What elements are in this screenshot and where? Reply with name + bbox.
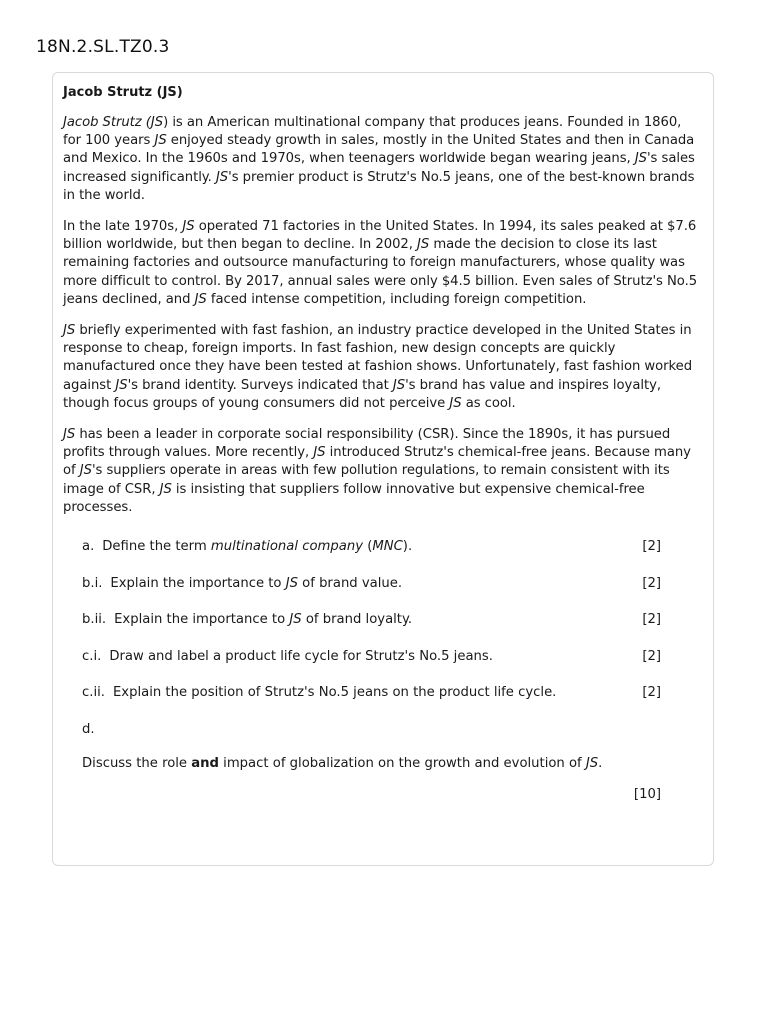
question-label: c.ii.	[82, 685, 105, 701]
question-label: b.ii.	[82, 612, 107, 628]
case-paragraph: In the late 1970s, JS operated 71 factories in the United States. In 1994, its sales peaked at $7.6 billion worldwide, but then began to decline. In 2002, JS made the decision to close its last remaining factories and outsource manufacturing to foreign manufacturers, whose quality was more difficult to control. By 2017, annual sales were only $4.5 billion. Even sales of Strutz's No.5 jeans declined, and JS faced intense competition, including foreign competition.	[63, 219, 698, 307]
case-title: Jacob Strutz (JS)	[63, 85, 183, 100]
question-code: 18N.2.SL.TZ0.3	[36, 37, 170, 57]
question-card	[52, 72, 714, 866]
question-label: c.i.	[82, 648, 102, 664]
question-label: a.	[82, 539, 95, 555]
question-marks: [2]	[642, 575, 661, 591]
question-ci: c.i. Draw and label a product life cycle for Strutz's No.5 jeans. [2]	[82, 648, 661, 664]
question-bi: b.i. Explain the importance to JS of brand value. [2]	[82, 575, 661, 591]
question-d-prompt: Discuss the role and impact of globalization on the growth and evolution of JS.	[82, 756, 603, 772]
case-paragraph: JS briefly experimented with fast fashion, an industry practice developed in the United States in response to cheap, foreign imports. In fast fashion, new design concepts are quickly manufactured once they have been tested at fashion shows. Unfortunately, fast fashion worked against JS's brand identity. Surveys indicated that JS's brand has value and inspires loyalty, though focus groups of young consumers did not perceive JS as cool.	[63, 323, 693, 411]
question-list	[63, 539, 703, 740]
question-d	[63, 722, 703, 740]
question-label: b.i.	[82, 575, 103, 591]
question-marks: [2]	[642, 648, 661, 664]
question-bii: b.ii. Explain the importance to JS of brand loyalty. [2]	[82, 612, 661, 628]
case-paragraph: JS has been a leader in corporate social responsibility (CSR). Since the 1890s, it has pursued profits through values. More recently, JS introduced Strutz's chemical-free jeans. Because many of JS's suppliers operate in areas with few pollution regulations, to remain consistent with its image of CSR, JS is insisting that suppliers follow innovative but expensive chemical-free processes.	[63, 427, 691, 515]
question-a: a. Define the term multinational company (MNC). [2]	[82, 539, 661, 555]
question-cii: c.ii. Explain the position of Strutz's No.5 jeans on the product life cycle. [2]	[82, 685, 661, 701]
question-d-marks: [10]	[633, 787, 661, 803]
question-marks: [2]	[642, 612, 661, 628]
case-paragraph: Jacob Strutz (JS) is an American multinational company that produces jeans. Founded in 1860, for 100 years JS enjoyed steady growth in sales, mostly in the United States and then in Canada and Mexico. In the 1960s and 1970s, when teenagers worldwide began wearing jeans, JS's sales increased significantly. JS's premier product is Strutz's No.5 jeans, one of the best-known brands in the world.	[63, 115, 695, 203]
case-study-text	[63, 114, 703, 517]
question-marks: [2]	[642, 539, 661, 555]
question-marks: [2]	[642, 685, 661, 701]
question-label: d.	[82, 721, 95, 737]
